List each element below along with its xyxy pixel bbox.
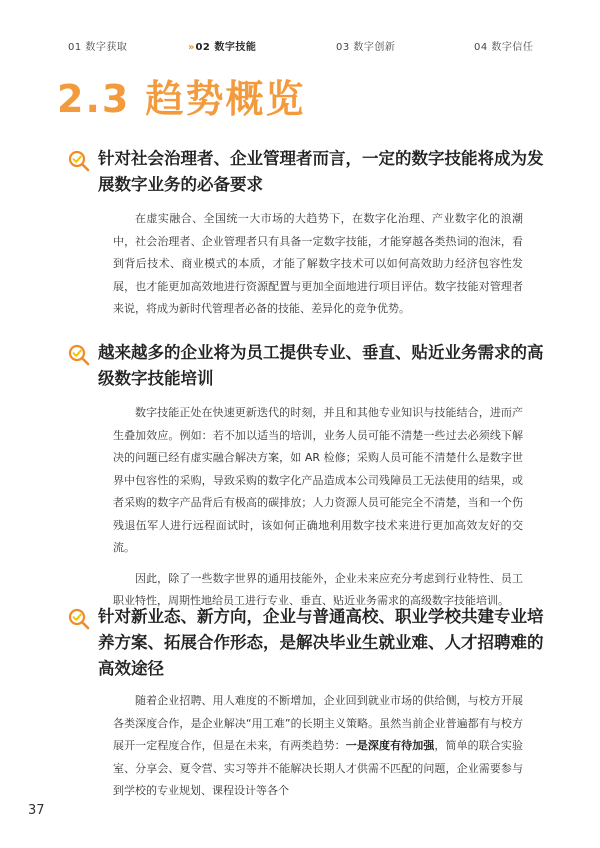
- nav-item-digital-trust[interactable]: 04 数字信任: [474, 42, 534, 53]
- paragraph-emphasis: 一是深度有待加强: [345, 739, 435, 752]
- nav-item-digital-skills-label: 02 数字技能: [195, 42, 257, 53]
- magnifier-check-icon: [68, 608, 90, 630]
- nav-item-digital-acquisition[interactable]: 01 数字获取: [68, 42, 128, 53]
- section-heading: [68, 340, 548, 392]
- active-chevron-icon: »: [188, 42, 193, 53]
- nav-item-digital-innovation[interactable]: 03 数字创新: [336, 42, 396, 53]
- paragraph-text: 随着企业招聘、用人难度的不断增加，企业回到就业市场的供给侧，与校方开展各类深度合作，是企业解决“用工难”的长期主义策略。虽然当前企业普遍都有与校方展开一定程度合作，但是在未来，有两类趋势：: [113, 694, 523, 752]
- trend-section-1: [68, 146, 548, 321]
- magnifier-check-icon: [68, 344, 90, 366]
- section-paragraph: 在虚实融合、全国统一大市场的大趋势下，在数字化治理、产业数字化的浪潮中，社会治理者、企业管理者只有具备一定数字技能，才能穿越各类热词的泡沫，看到背后技术、商业模式的本质，才能了解数字技术可以如何高效助力经济包容性发展，也才能更加高效地进行资源配置与更加全面地进行项目评估。数字技能对管理者来说，将成为新时代管理者必备的技能、差异化的竞争优势。: [113, 212, 523, 315]
- section-paragraph: [113, 690, 523, 803]
- section-paragraph: 数字技能正处在快速更新迭代的时刻，并且和其他专业知识与技能结合，进而产生叠加效应。例如：若不加以适当的培训，业务人员可能不清楚一些过去必须线下解决的问题已经有虚实融合解决方案，如 AR 检修；采购人员可能不清楚什么是数字世界中包容性的采购，导致采购的数字化产品造成本公司残障员工无法使用的结果，或者采购的数字产品背后有极高的碳排放；人力资源人员可能完全不清楚，当和一个伤残退伍军人进行远程面试时，该如何正确地利用数字技术来进行更加高效友好的交流。: [113, 406, 523, 554]
- nav-item-digital-skills[interactable]: [188, 38, 256, 53]
- section-heading-text: 针对新业态、新方向，企业与普通高校、职业学校共建专业培养方案、拓展合作形态，是解决毕业生就业难、人才招聘难的高效途径: [98, 607, 544, 678]
- magnifier-check-icon: [68, 150, 90, 172]
- paragraph-text: ，简单的联合实验室、分享会、夏令营、实习等并不能解决长期人才供需不匹配的问题，企业需要参与到学校的专业规划、课程设计等各个: [113, 739, 524, 797]
- trend-section-3: [68, 604, 548, 803]
- page-title: 2.3 趋势概览: [57, 77, 306, 121]
- chapter-nav: [0, 38, 600, 56]
- trend-section-2: [68, 340, 548, 613]
- section-paragraph: 因此，除了一些数字世界的通用技能外，企业未来应充分考虑到行业特性、员工职业特性，周期性地给员工进行专业、垂直、贴近业务需求的高级数字技能培训。: [113, 571, 523, 607]
- section-heading-text: 针对社会治理者、企业管理者而言，一定的数字技能将成为发展数字业务的必备要求: [98, 149, 544, 194]
- page-number: 37: [28, 803, 45, 818]
- section-heading: [68, 604, 548, 682]
- section-heading: [68, 146, 548, 198]
- section-heading-text: 越来越多的企业将为员工提供专业、垂直、贴近业务需求的高级数字技能培训: [98, 343, 544, 388]
